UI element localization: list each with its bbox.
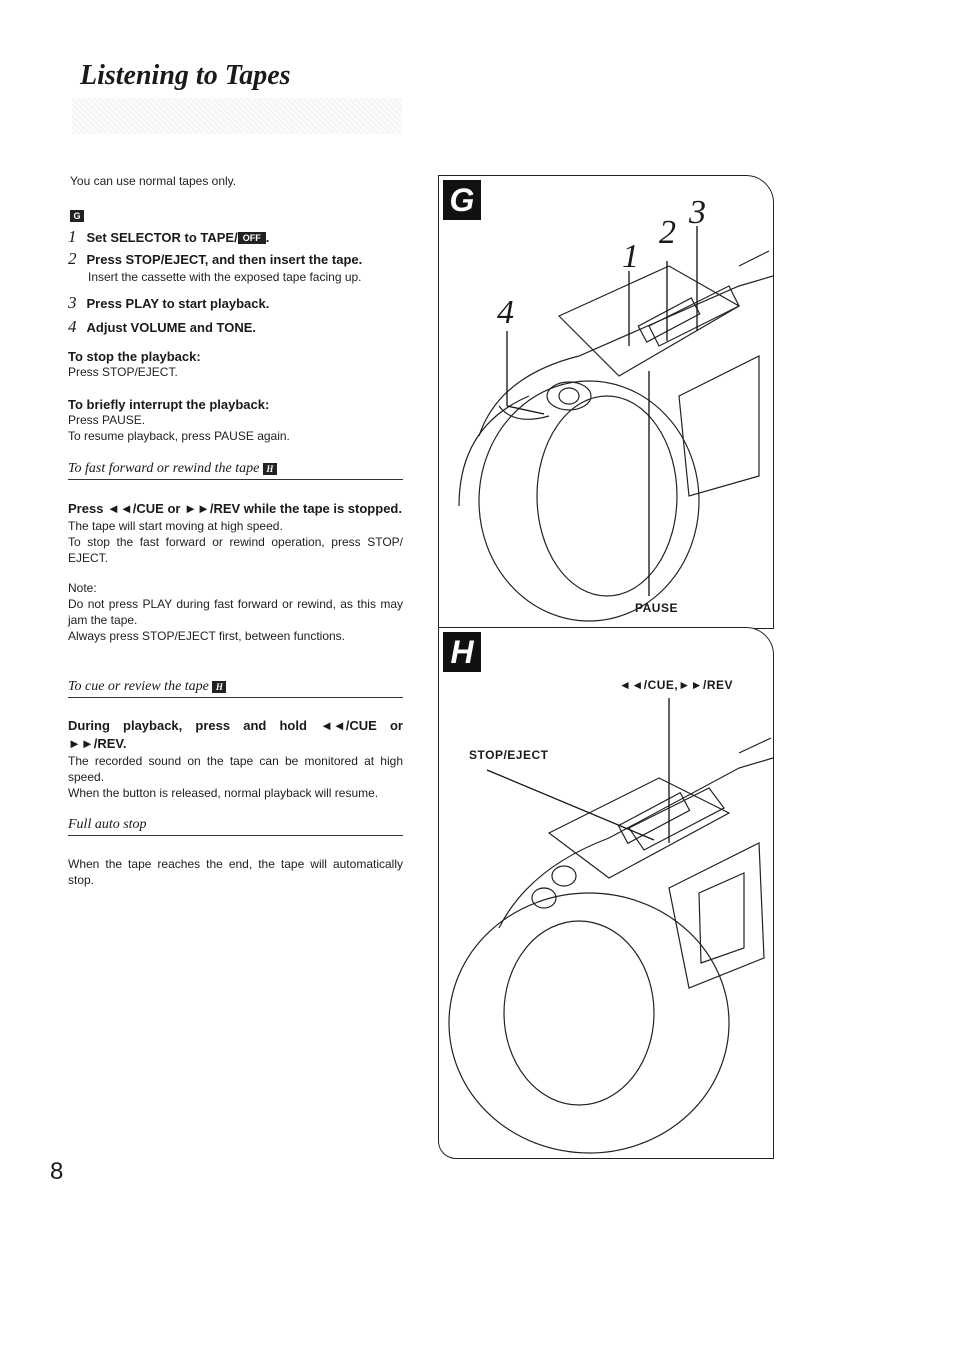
- fast-forward-icon: ►►: [184, 501, 210, 516]
- figure-h-badge: H: [212, 681, 226, 693]
- ff-line2: To stop the fast forward or rewind operation, press STOP/ EJECT.: [68, 535, 403, 565]
- stop-heading: To stop the playback:: [68, 349, 201, 364]
- step-number: 1: [68, 227, 77, 246]
- intro-text: You can use normal tapes only.: [70, 174, 237, 188]
- step-text: Press PLAY to start playback.: [86, 296, 270, 311]
- page-title: Listening to Tapes: [80, 60, 291, 91]
- step-text: Press STOP/EJECT, and then insert the tape.: [86, 252, 363, 267]
- step-text: Adjust VOLUME and TONE.: [86, 320, 256, 335]
- note-heading: Note:: [68, 581, 97, 595]
- step-4: [68, 317, 408, 341]
- figure-g-badge: G: [70, 210, 84, 222]
- page-number: 8: [50, 1158, 64, 1185]
- fast-forward-icon: ►►: [68, 736, 94, 751]
- step-number: 2: [68, 249, 77, 268]
- off-badge: OFF: [238, 232, 266, 244]
- autostop-text: When the tape reaches the end, the tape will automatically stop.: [68, 857, 403, 887]
- step-2: [68, 249, 408, 293]
- cue-instr-cue: /CUE or: [345, 718, 403, 733]
- rewind-icon: ◄◄: [107, 501, 133, 516]
- cue-section: [68, 717, 403, 801]
- ff-instruction: [68, 500, 403, 518]
- figure-h-badge: H: [263, 463, 277, 475]
- pause-line2: To resume playback, press PAUSE again.: [68, 429, 290, 443]
- pause-heading: To briefly interrupt the playback:: [68, 397, 270, 412]
- steps-badge: [70, 207, 84, 225]
- ff-instr-or: or: [167, 501, 181, 516]
- ff-section: [68, 500, 403, 644]
- cue-instruction: [68, 717, 403, 753]
- callout-4: 4: [497, 294, 514, 331]
- pause-label: PAUSE: [635, 601, 678, 615]
- pause-line1: Press PAUSE.: [68, 413, 146, 427]
- cue-heading-text: To cue or review the tape: [68, 679, 209, 694]
- figure-h-illustration: [439, 628, 773, 1158]
- autostop-heading: Full auto stop: [68, 817, 403, 836]
- ff-heading-text: To fast forward or rewind the tape: [68, 461, 260, 476]
- ff-instr-cue: /CUE: [132, 501, 164, 516]
- figure-g-letter: G: [443, 180, 481, 220]
- ff-instr-pre: Press: [68, 501, 104, 516]
- stop-section: [68, 349, 201, 380]
- step-1: [68, 227, 408, 249]
- step-suffix: .: [265, 230, 270, 245]
- cue-instr-pre: During playback, press and hold: [68, 718, 307, 733]
- cue-instr-rev: /REV.: [93, 736, 127, 751]
- cue-line1: The recorded sound on the tape can be monitored at high speed.: [68, 754, 403, 784]
- stop-text: Press STOP/EJECT.: [68, 365, 178, 379]
- note-2: Always press STOP/EJECT first, between functions.: [68, 629, 345, 643]
- ff-instr-rev: /REV while the tape is stopped.: [209, 501, 402, 516]
- ff-line1: The tape will start moving at high speed.: [68, 519, 283, 533]
- callout-3: 3: [689, 194, 706, 231]
- callout-2: 2: [659, 214, 676, 251]
- title-texture: [72, 98, 402, 134]
- step-3: [68, 293, 408, 317]
- figure-h-panel: [438, 627, 774, 1159]
- figure-g-illustration: [439, 176, 773, 628]
- note-1: Do not press PLAY during fast forward or rewind, as this may jam the tape.: [68, 597, 403, 627]
- stop-eject-label: STOP/EJECT: [469, 748, 549, 762]
- figure-g-panel: [438, 175, 774, 629]
- pause-section: [68, 397, 290, 444]
- step-text: Set SELECTOR to TAPE/: [86, 230, 238, 245]
- step-number: 4: [68, 317, 77, 336]
- cue-line2: When the button is released, normal playback will resume.: [68, 786, 379, 800]
- rewind-icon: ◄◄: [320, 718, 346, 733]
- steps-list: [68, 227, 408, 341]
- step-number: 3: [68, 293, 77, 312]
- figure-h-letter: H: [443, 632, 481, 672]
- cue-heading: [68, 679, 403, 698]
- callout-1: 1: [622, 238, 639, 275]
- step-subtext: Insert the cassette with the exposed tape facing up.: [88, 270, 362, 284]
- ff-heading: [68, 461, 403, 480]
- cue-rev-label: ◄◄/CUE,►►/REV: [619, 678, 734, 692]
